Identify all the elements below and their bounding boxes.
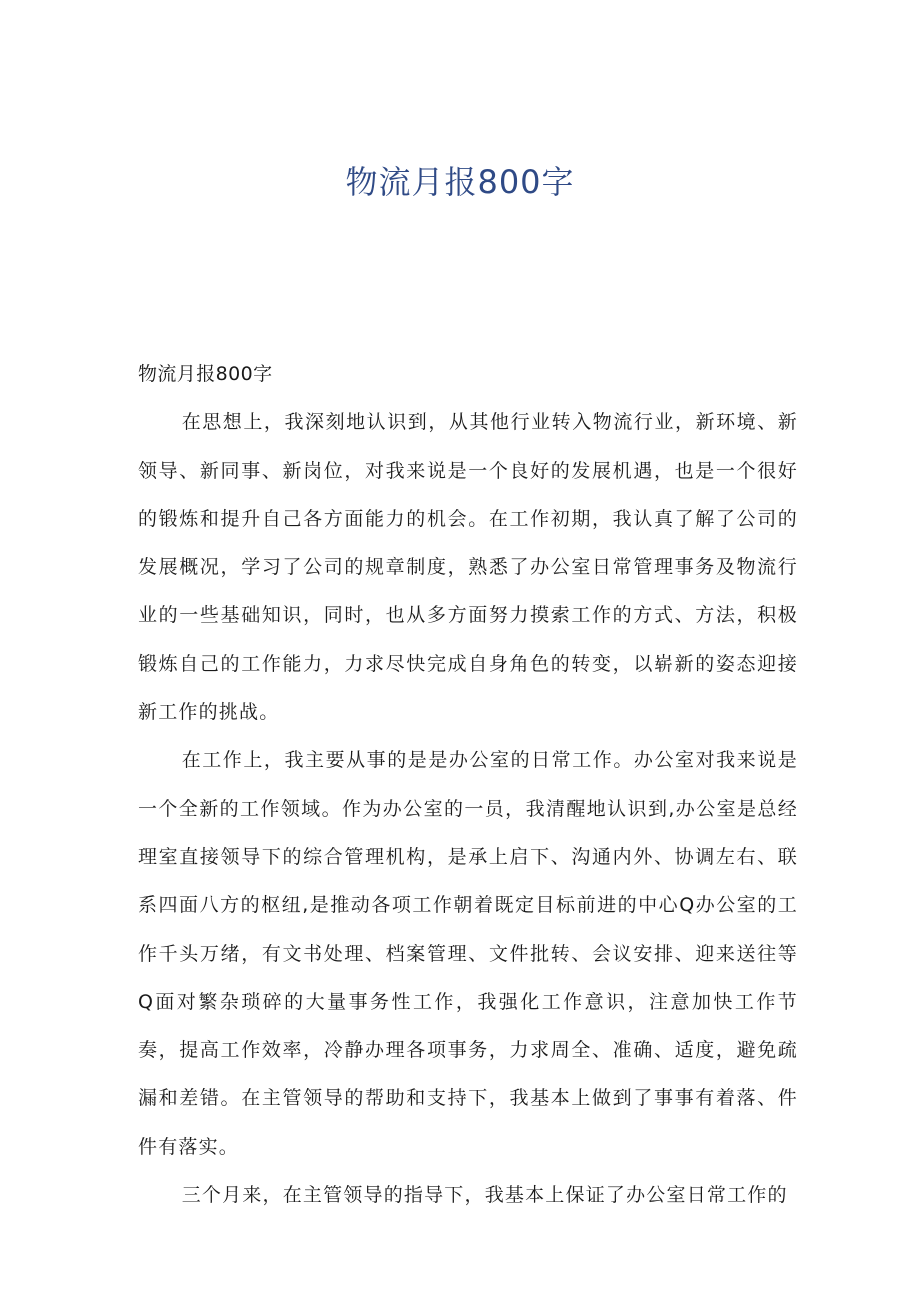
paragraph-2: 在工作上，我主要从事的是是办公室的日常工作。办公室对我来说是一个全新的工作领域。作为办公室的一员，我清醒地认识到,办公室是总经理室直接领导下的综合管理机构，是承上启下、沟通内外、协调左右、联系四面八方的枢纽,是推动各项工作朝着既定目标前进的中心Q办公室的工作千头万绪，有文书处理、档案管理、文件批转、会议安排、迎来送往等Q面对繁杂琐碎的大量事务性工作，我强化工作意识，注意加快工作节奏，提高工作效率，冷静办理各项事务，力求周全、准确、适度，避免疏漏和差错。在主管领导的帮助和支持下，我基本上做到了事事有着落、件件有落实。 [138,749,798,1158]
paragraph-3: 三个月来，在主管领导的指导下，我基本上保证了办公室日常工作的 [181,1184,788,1207]
document-body [138,350,798,1219]
document-title: 物流月报800字 [345,163,575,201]
paragraph-1: 在思想上，我深刻地认识到，从其他行业转入物流行业，新环境、新领导、新同事、新岗位，对我来说是一个良好的发展机遇，也是一个很好的锻炼和提升自己各方面能力的机会。在工作初期，我认真了解了公司的发展概况，学习了公司的规章制度，熟悉了办公室日常管理事务及物流行业的一些基础知识，同时，也从多方面努力摸索工作的方式、方法，积极锻炼自己的工作能力，力求尽快完成自身角色的转变，以崭新的姿态迎接新工作的挑战。 [138,411,798,724]
document-subtitle: 物流月报800字 [138,363,273,385]
